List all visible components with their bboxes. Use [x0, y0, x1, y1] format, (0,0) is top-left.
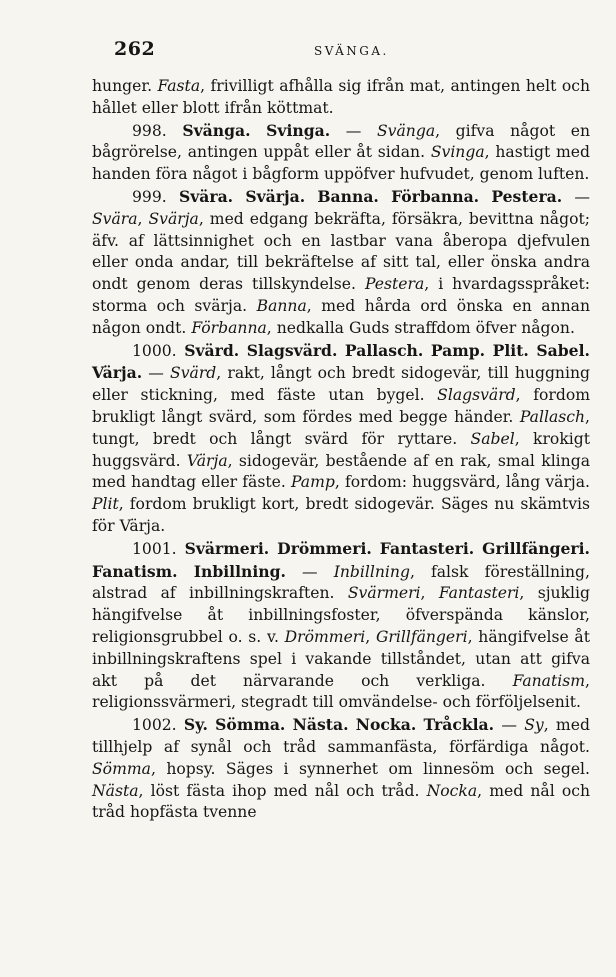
- entry-text: , fordom brukligt långt svärd, som fördes med begge händer.: [92, 386, 590, 426]
- italic-term: Slagsvärd: [437, 386, 516, 405]
- entry-number: 998.: [132, 121, 167, 140]
- entry-headword: Pestera.: [491, 186, 563, 206]
- dictionary-entry: [92, 186, 590, 340]
- page-header: [92, 36, 590, 76]
- entry-text: ,: [365, 627, 376, 646]
- entry-headword: Sabel.: [536, 340, 590, 360]
- entry-text: , krokigt huggsvärd.: [92, 429, 590, 470]
- entry-text: —: [285, 562, 334, 581]
- entry-headword: Nästa.: [292, 715, 349, 735]
- entry-headword: Grillfängeri.: [482, 538, 590, 558]
- entry-text: , fordom brukligt kort, bredt sidogevär. Säges nu skämtvis för Värja.: [92, 495, 590, 535]
- entry-headword: Svära.: [178, 186, 234, 206]
- entry-text: , med nål och tråd hopfästa tvenne: [92, 781, 590, 822]
- italic-term: Grillfängeri: [375, 627, 468, 646]
- entry-text: —: [494, 716, 525, 735]
- italic-term: Fanatism: [512, 671, 586, 690]
- italic-term: Drömmeri: [284, 627, 366, 646]
- italic-term: Pamp: [290, 473, 335, 492]
- entry-headword: Banna.: [317, 186, 379, 206]
- entry-text: , tungt, bredt och långt svärd för ryttare.: [92, 407, 590, 448]
- entry-number: 1001.: [132, 539, 177, 558]
- entry-headword: Svinga.: [266, 120, 331, 140]
- entry-text: , sjuklig hängifvelse åt inbillningsfoster, öfverspända känslor, religionsgrubbel o. s. v.: [92, 584, 590, 646]
- italic-term: Sy: [524, 716, 544, 735]
- italic-term: Svärd: [170, 364, 217, 383]
- italic-term: Svära: [92, 209, 138, 228]
- entry-headword: Plit.: [492, 340, 529, 360]
- entry-text: ,: [137, 209, 149, 228]
- italic-term: Inbillning: [333, 562, 410, 581]
- entry-text: , sidogevär, bestående af en rak, smal klinga med handtag eller fäste.: [92, 451, 590, 492]
- entry-headword: Slagsvärd.: [246, 340, 338, 360]
- entry-text: —: [330, 121, 377, 140]
- entry-headword: Sömma.: [215, 715, 286, 735]
- entry-text: , hängifvelse åt inbillningskraftens spel i vakande tillståndet, utan att gifva akt på det närvarande och verkliga.: [92, 627, 590, 690]
- dictionary-entry: [92, 120, 590, 186]
- entry-text: , religionssvärmeri, stegradt till omvändelse- och förföljelsenit.: [92, 671, 590, 712]
- italic-term: Sömma: [92, 759, 151, 778]
- entry-text: , hastigt med handen föra något i bågform uppöfver hufvudet, genom luften.: [92, 143, 590, 184]
- entry-text: , hopsy. Säges i synnerhet om linnesöm och segel.: [150, 759, 590, 778]
- entry-headword: Sy.: [183, 715, 208, 735]
- entry-headword: Pamp.: [430, 340, 486, 360]
- continued-entry: [92, 76, 590, 120]
- italic-term: Värja: [186, 451, 228, 470]
- entry-text: hunger.: [92, 77, 158, 95]
- entry-headword: Svärmeri.: [184, 538, 270, 558]
- entry-text: , falsk föreställning, alstrad af inbillningskraften.: [92, 562, 590, 603]
- italic-term: Sabel: [470, 429, 515, 448]
- italic-term: Plit: [92, 495, 119, 514]
- entry-headword: Drömmeri.: [277, 538, 372, 558]
- italic-term: Svärmeri: [347, 584, 421, 603]
- entry-headword: Fantasteri.: [379, 538, 475, 558]
- entry-headword: Tråckla.: [423, 715, 495, 735]
- entry-text: , löst fästa ihop med nål och tråd.: [138, 781, 427, 800]
- dictionary-entry: [92, 340, 590, 538]
- italic-term: Fasta: [157, 77, 201, 95]
- italic-term: Pallasch: [519, 407, 586, 426]
- entry-headword: Svärja.: [245, 186, 306, 206]
- entry-headword: Svänga.: [182, 120, 251, 140]
- entry-headword: Svärd.: [184, 340, 240, 360]
- entry-headword: Förbanna.: [391, 186, 480, 206]
- page-number: 262: [114, 38, 156, 60]
- italic-term: Svänga: [377, 121, 436, 140]
- italic-term: Förbanna: [191, 318, 267, 337]
- entry-text: , med tillhjelp af synål och tråd sammanfästa, förfärdiga något.: [92, 716, 590, 756]
- entry-text: , med hårda ord önska en annan någon ondt.: [92, 296, 590, 337]
- italic-term: Banna: [256, 296, 307, 315]
- italic-term: Fantasteri: [438, 584, 520, 603]
- entry-headword: Värja.: [92, 363, 143, 383]
- entry-text: , i hvardagsspråket: storma och svärja.: [92, 275, 590, 315]
- entry-number: 999.: [132, 187, 167, 206]
- dictionary-entry: [92, 538, 590, 714]
- entry-text: , med edgang bekräfta, försäkra, bevittna något; äfv. af lättsinnighet och en lastbar vana åberopa djefvulen eller onda andar, till bekräftelse af sitt tal, eller önska andra ondt genom deras tillskyndelse.: [92, 209, 590, 294]
- running-head: SVÄNGA.: [314, 44, 389, 58]
- entry-text: , nedkalla Guds straffdom öfver någon.: [266, 318, 575, 337]
- entry-headword: Nocka.: [355, 715, 417, 735]
- entry-text: , rakt, långt och bredt sidogevär, till huggning eller stickning, med fäste utan bygel.: [92, 364, 590, 405]
- entry-text: ,: [420, 584, 439, 603]
- entry-text: , fordom: huggsvärd, lång värja.: [334, 473, 590, 492]
- entry-text: —: [142, 364, 171, 383]
- italic-term: Nocka: [426, 781, 478, 800]
- entry-number: 1002.: [132, 716, 177, 735]
- italic-term: Nästa: [92, 781, 139, 800]
- italic-term: Svinga: [430, 143, 485, 162]
- entry-headword: Fanatism.: [92, 561, 178, 581]
- entry-number: 1000.: [132, 341, 177, 360]
- dictionary-text: [92, 76, 590, 824]
- entry-text: , frivilligt afhålla sig ifrån mat, antingen helt och hållet eller blott ifrån köttmat.: [92, 77, 590, 117]
- entry-text: , gifva något en bågrörelse, antingen uppåt eller åt sidan.: [92, 121, 590, 162]
- entry-text: —: [562, 187, 591, 206]
- italic-term: Pestera: [364, 275, 425, 294]
- dictionary-entry: [92, 714, 590, 824]
- entry-headword: Inbillning.: [193, 561, 286, 581]
- entry-headword: Pallasch.: [344, 340, 424, 360]
- italic-term: Svärja: [148, 209, 199, 228]
